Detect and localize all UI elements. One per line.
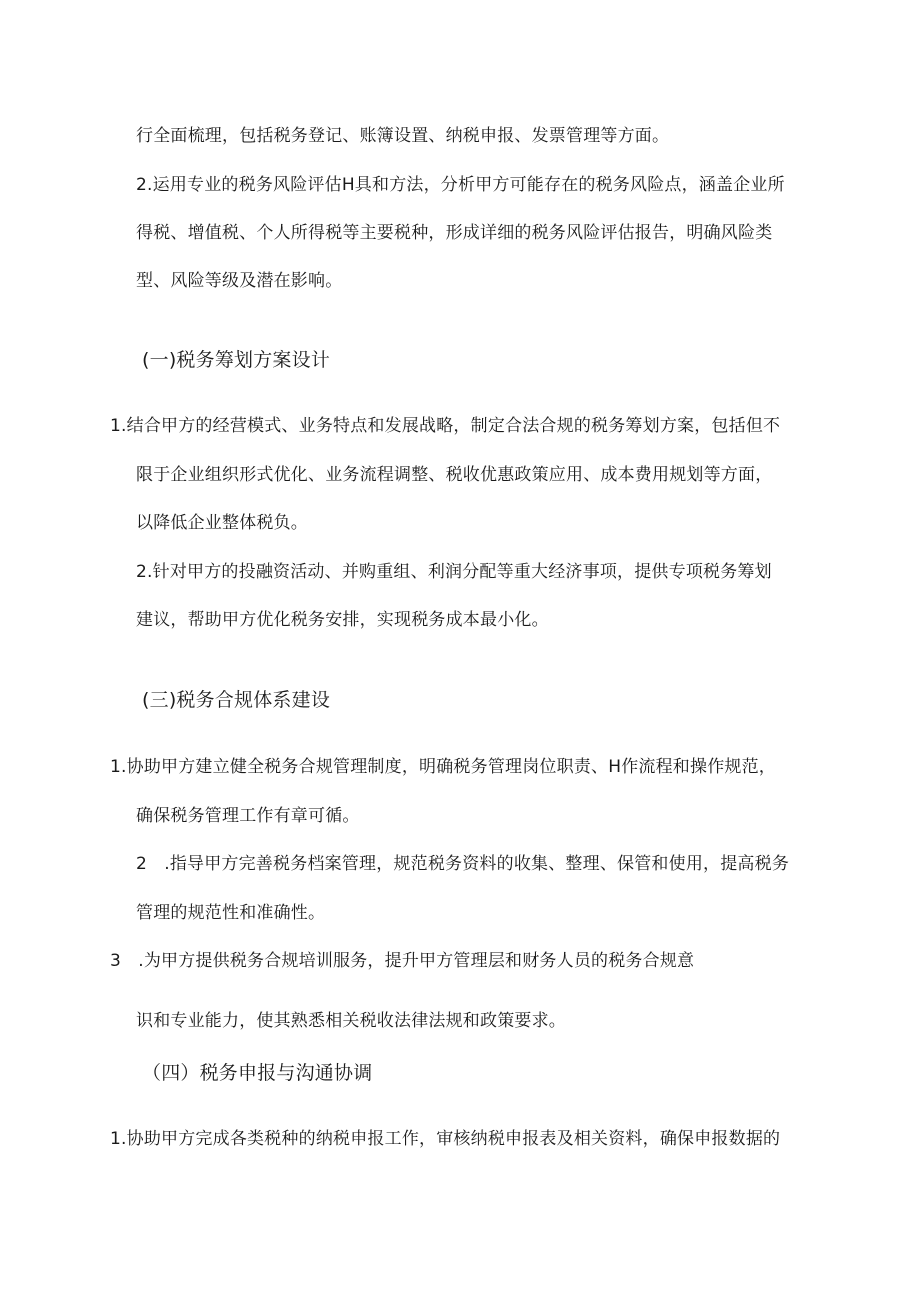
list-item-3-line-1: 3 .为甲方提供税务合规培训服务，提升甲方管理层和财务人员的税务合规意 [110, 951, 695, 971]
list-item-1-line-3: 以降低企业整体税负。 [136, 513, 308, 533]
section-heading-tax-planning: (一)税务筹划方案设计 [142, 349, 331, 371]
list-item-2-line-3: 型、风险等级及潜在影响。 [136, 271, 343, 291]
section-heading-filing: （四）税务申报与沟通协调 [142, 1062, 373, 1084]
list-item-1-line-2: 确保税务管理工作有章可循。 [136, 806, 360, 826]
list-item-2-line-1: 2 .指导甲方完善税务档案管理，规范税务资料的收集、整理、保管和使用，提高税务 [136, 854, 790, 874]
list-item-1-line-1: 1.协助甲方完成各类税种的纳税申报工作，审核纳税申报表及相关资料，确保申报数据的 [110, 1129, 781, 1149]
section-heading-compliance: (三)税务合规体系建设 [142, 689, 331, 711]
list-item-1-line-1: 1.结合甲方的经营模式、业务特点和发展战略，制定合法合规的税务筹划方案，包括但不 [110, 416, 781, 436]
list-item-1-line-1: 1.协助甲方建立健全税务合规管理制度，明确税务管理岗位职责、H作流程和操作规范， [110, 757, 777, 777]
list-item-2-line-1: 2.针对甲方的投融资活动、并购重组、利润分配等重大经济事项，提供专项税务筹划 [136, 562, 772, 582]
paragraph-line: 行全面梳理，包括税务登记、账簿设置、纳税申报、发票管理等方面。 [136, 126, 670, 146]
list-item-2-line-2: 得税、增值税、个人所得税等主要税种，形成详细的税务风险评估报告，明确风险类 [136, 223, 773, 243]
list-item-2-line-2: 管理的规范性和准确性。 [136, 903, 326, 923]
list-item-3-line-2: 识和专业能力，使其熟悉相关税收法律法规和政策要求。 [136, 1011, 566, 1031]
list-item-2-line-1: 2.运用专业的税务风险评估H具和方法，分析甲方可能存在的税务风险点，涵盖企业所 [136, 175, 785, 195]
list-item-2-line-2: 建议，帮助甲方优化税务安排，实现税务成本最小化。 [136, 610, 549, 630]
list-item-1-line-2: 限于企业组织形式优化、业务流程调整、税收优惠政策应用、成本费用规划等方面， [136, 465, 773, 485]
